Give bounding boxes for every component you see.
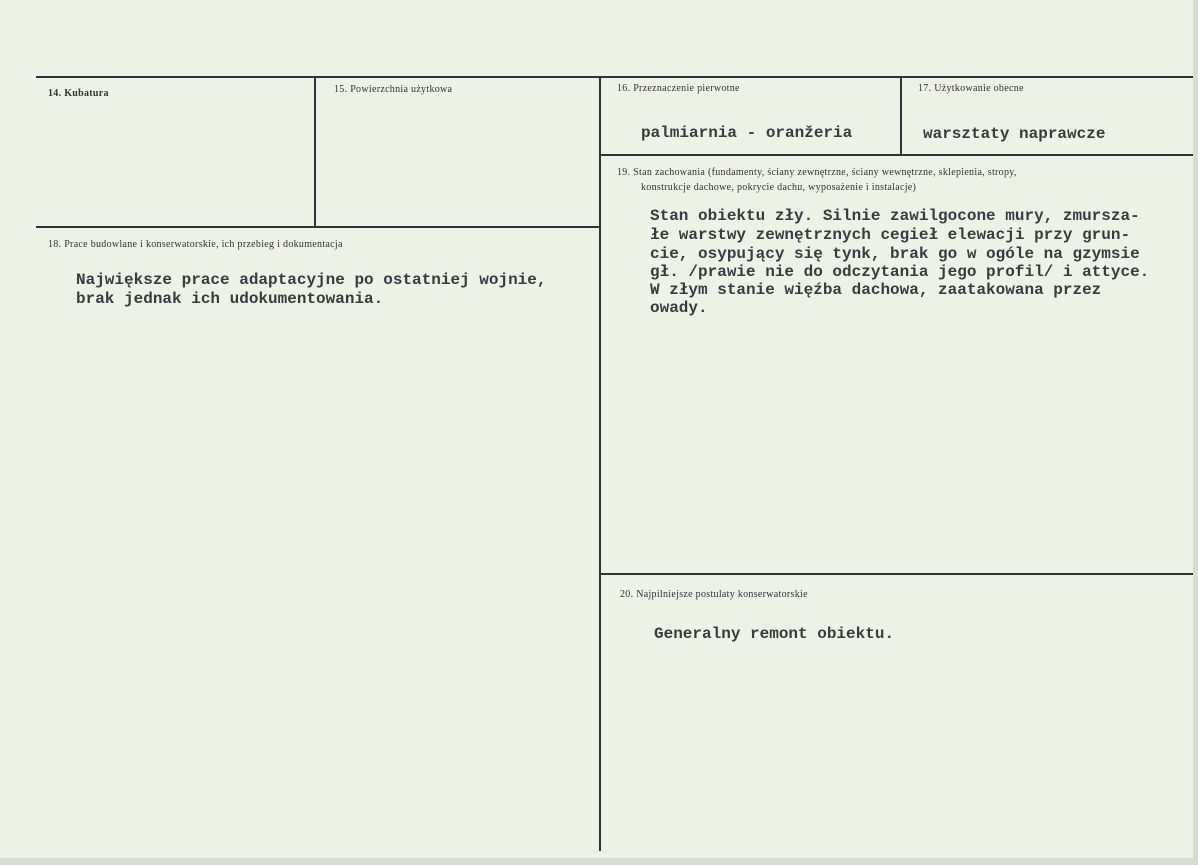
divider-16-17 bbox=[900, 77, 902, 155]
rule-below-14-15 bbox=[36, 226, 600, 228]
field-19-line-1: Stan obiektu zły. Silnie zawilgocone mury, zmursza- bbox=[650, 207, 1140, 225]
field-19-line-6: owady. bbox=[650, 299, 708, 317]
field-19-line-4: gł. /prawie nie do odczytania jego profil/ i attyce. bbox=[650, 263, 1150, 281]
scan-edge-right bbox=[1193, 0, 1198, 865]
field-16-value: palmiarnia - oranžeria bbox=[641, 124, 853, 142]
field-19-label-line-2: konstrukcje dachowe, pokrycie dachu, wyposażenie i instalacje) bbox=[641, 182, 917, 193]
field-18-line-1: Największe prace adaptacyjne po ostatniej wojnie, bbox=[76, 271, 547, 289]
rule-below-16-17 bbox=[600, 154, 1194, 156]
field-19-label-line-1: 19. Stan zachowania (fundamenty, ściany zewnętrzne, ściany wewnętrzne, sklepienia, stropy, bbox=[617, 167, 1017, 178]
field-14-label: 14. Kubatura bbox=[48, 88, 109, 99]
field-19-line-3: cie, osypujący się tynk, brak go w ogóle na gzymsie bbox=[650, 245, 1140, 263]
field-15-label: 15. Powierzchnia użytkowa bbox=[334, 84, 453, 95]
field-19-line-2: łe warstwy zewnętrznych cegieł elewacji przy grun- bbox=[650, 226, 1131, 244]
field-20-label: 20. Najpilniejsze postulaty konserwatorskie bbox=[620, 589, 808, 600]
field-17-value: warsztaty naprawcze bbox=[923, 125, 1106, 143]
field-18-label: 18. Prace budowlane i konserwatorskie, ich przebieg i dokumentacja bbox=[48, 239, 343, 250]
divider-14-15 bbox=[314, 77, 316, 227]
field-19-line-5: W złym stanie więźba dachowa, zaatakowana przez bbox=[650, 281, 1102, 299]
rule-above-20 bbox=[600, 573, 1194, 575]
top-rule bbox=[36, 76, 1194, 78]
field-16-label: 16. Przeznaczenie pierwotne bbox=[617, 83, 740, 94]
field-18-line-2: brak jednak ich udokumentowania. bbox=[76, 290, 384, 308]
field-20-value: Generalny remont obiektu. bbox=[654, 625, 895, 643]
center-divider bbox=[599, 77, 601, 851]
scan-edge-bottom bbox=[0, 858, 1198, 865]
field-17-label: 17. Użytkowanie obecne bbox=[918, 83, 1024, 94]
